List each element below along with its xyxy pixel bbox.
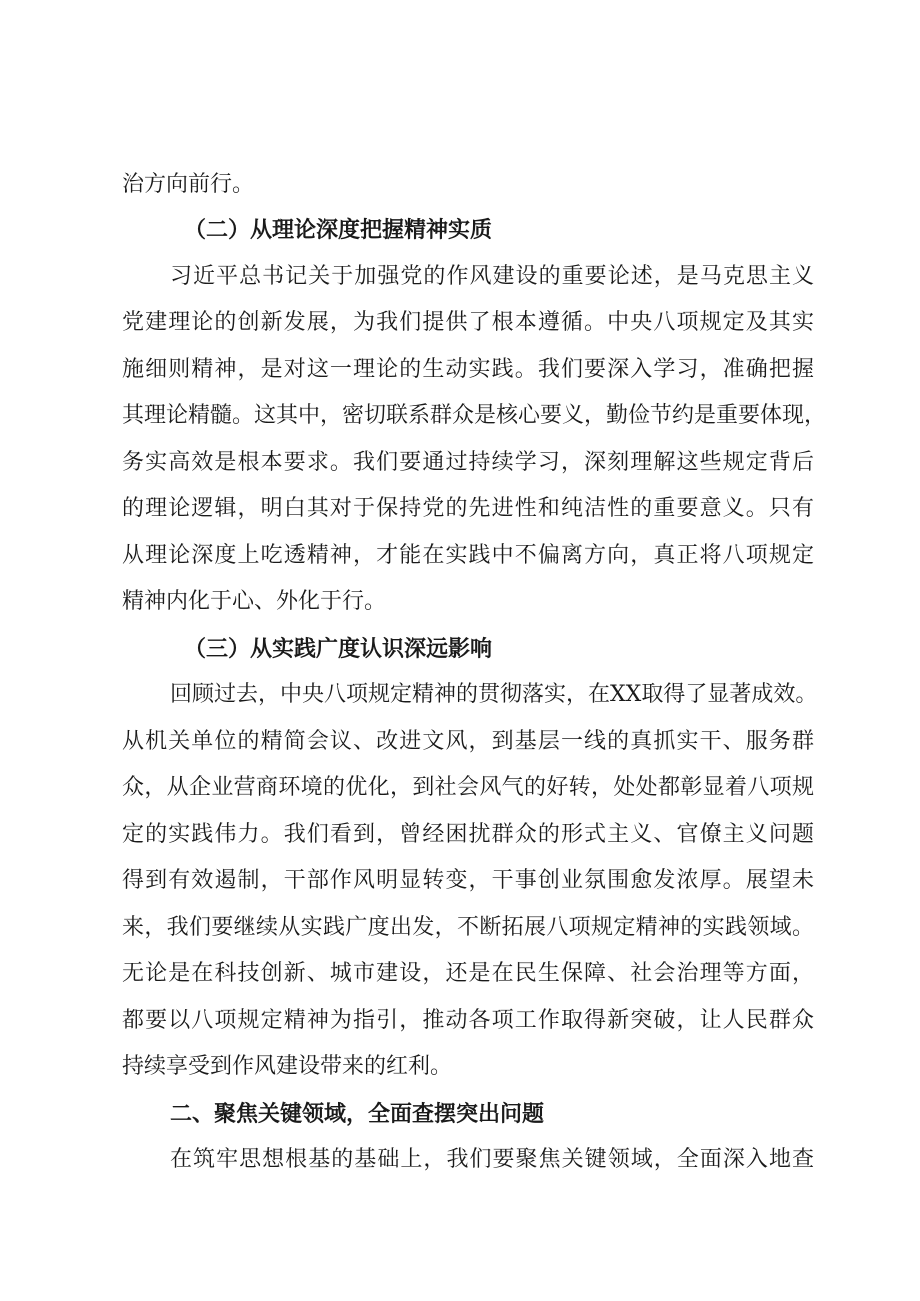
- section-3-line: 持续享受到作风建设带来的红利。: [122, 1054, 453, 1079]
- section-3-line: 定的实践伟力。我们看到，曾经困扰群众的形式主义、官僚主义问题: [122, 822, 814, 847]
- section-3-line: 都要以八项规定精神为指引，推动各项工作取得新突破，让人民群众: [122, 1008, 814, 1033]
- intro-tail-line: 治方向前行。: [122, 172, 255, 197]
- section-3-line: 无论是在科技创新、城市建设，还是在民生保障、社会治理等方面，: [122, 961, 814, 986]
- part-2-line: 在筑牢思想根基的基础上，我们要聚焦关键领域，全面深入地查: [170, 1147, 814, 1172]
- section-2-line: 从理论深度上吃透精神，才能在实践中不偏离方向，真正将八项规定: [122, 543, 814, 568]
- section-2-line: 的理论逻辑，明白其对于保持党的先进性和纯洁性的重要意义。只有: [122, 496, 814, 521]
- section-3-line: 得到有效遏制，干部作风明显转变，干事创业氛围愈发浓厚。展望未: [122, 868, 814, 893]
- section-2-line: 务实高效是根本要求。我们要通过持续学习，深刻理解这些规定背后: [122, 450, 814, 475]
- section-3-heading: （三）从实践广度认识深远影响: [184, 636, 493, 662]
- section-2-line: 其理论精髓。这其中，密切联系群众是核心要义，勤俭节约是重要体现，: [122, 403, 827, 428]
- section-2-heading: （二）从理论深度把握精神实质: [184, 217, 493, 243]
- section-3-line: 回顾过去，中央八项规定精神的贯彻落实，在XX取得了显著成效。: [170, 682, 818, 707]
- section-3-line: 众，从企业营商环境的优化，到社会风气的好转，处处都彰显着八项规: [122, 775, 814, 800]
- section-2-line: 精神内化于心、外化于行。: [122, 589, 387, 614]
- section-2-line: 习近平总书记关于加强党的作风建设的重要论述，是马克思主义: [170, 264, 814, 289]
- section-2-line: 党建理论的创新发展，为我们提供了根本遵循。中央八项规定及其实: [122, 310, 814, 335]
- section-3-line: 来，我们要继续从实践广度出发，不断拓展八项规定精神的实践领域。: [122, 915, 814, 940]
- section-3-line: 从机关单位的精简会议、改进文风，到基层一线的真抓实干、服务群: [122, 729, 814, 754]
- part-2-heading: 二、聚焦关键领域，全面查摆突出问题: [170, 1101, 545, 1127]
- section-2-line: 施细则精神，是对这一理论的生动实践。我们要深入学习，准确把握: [122, 357, 814, 382]
